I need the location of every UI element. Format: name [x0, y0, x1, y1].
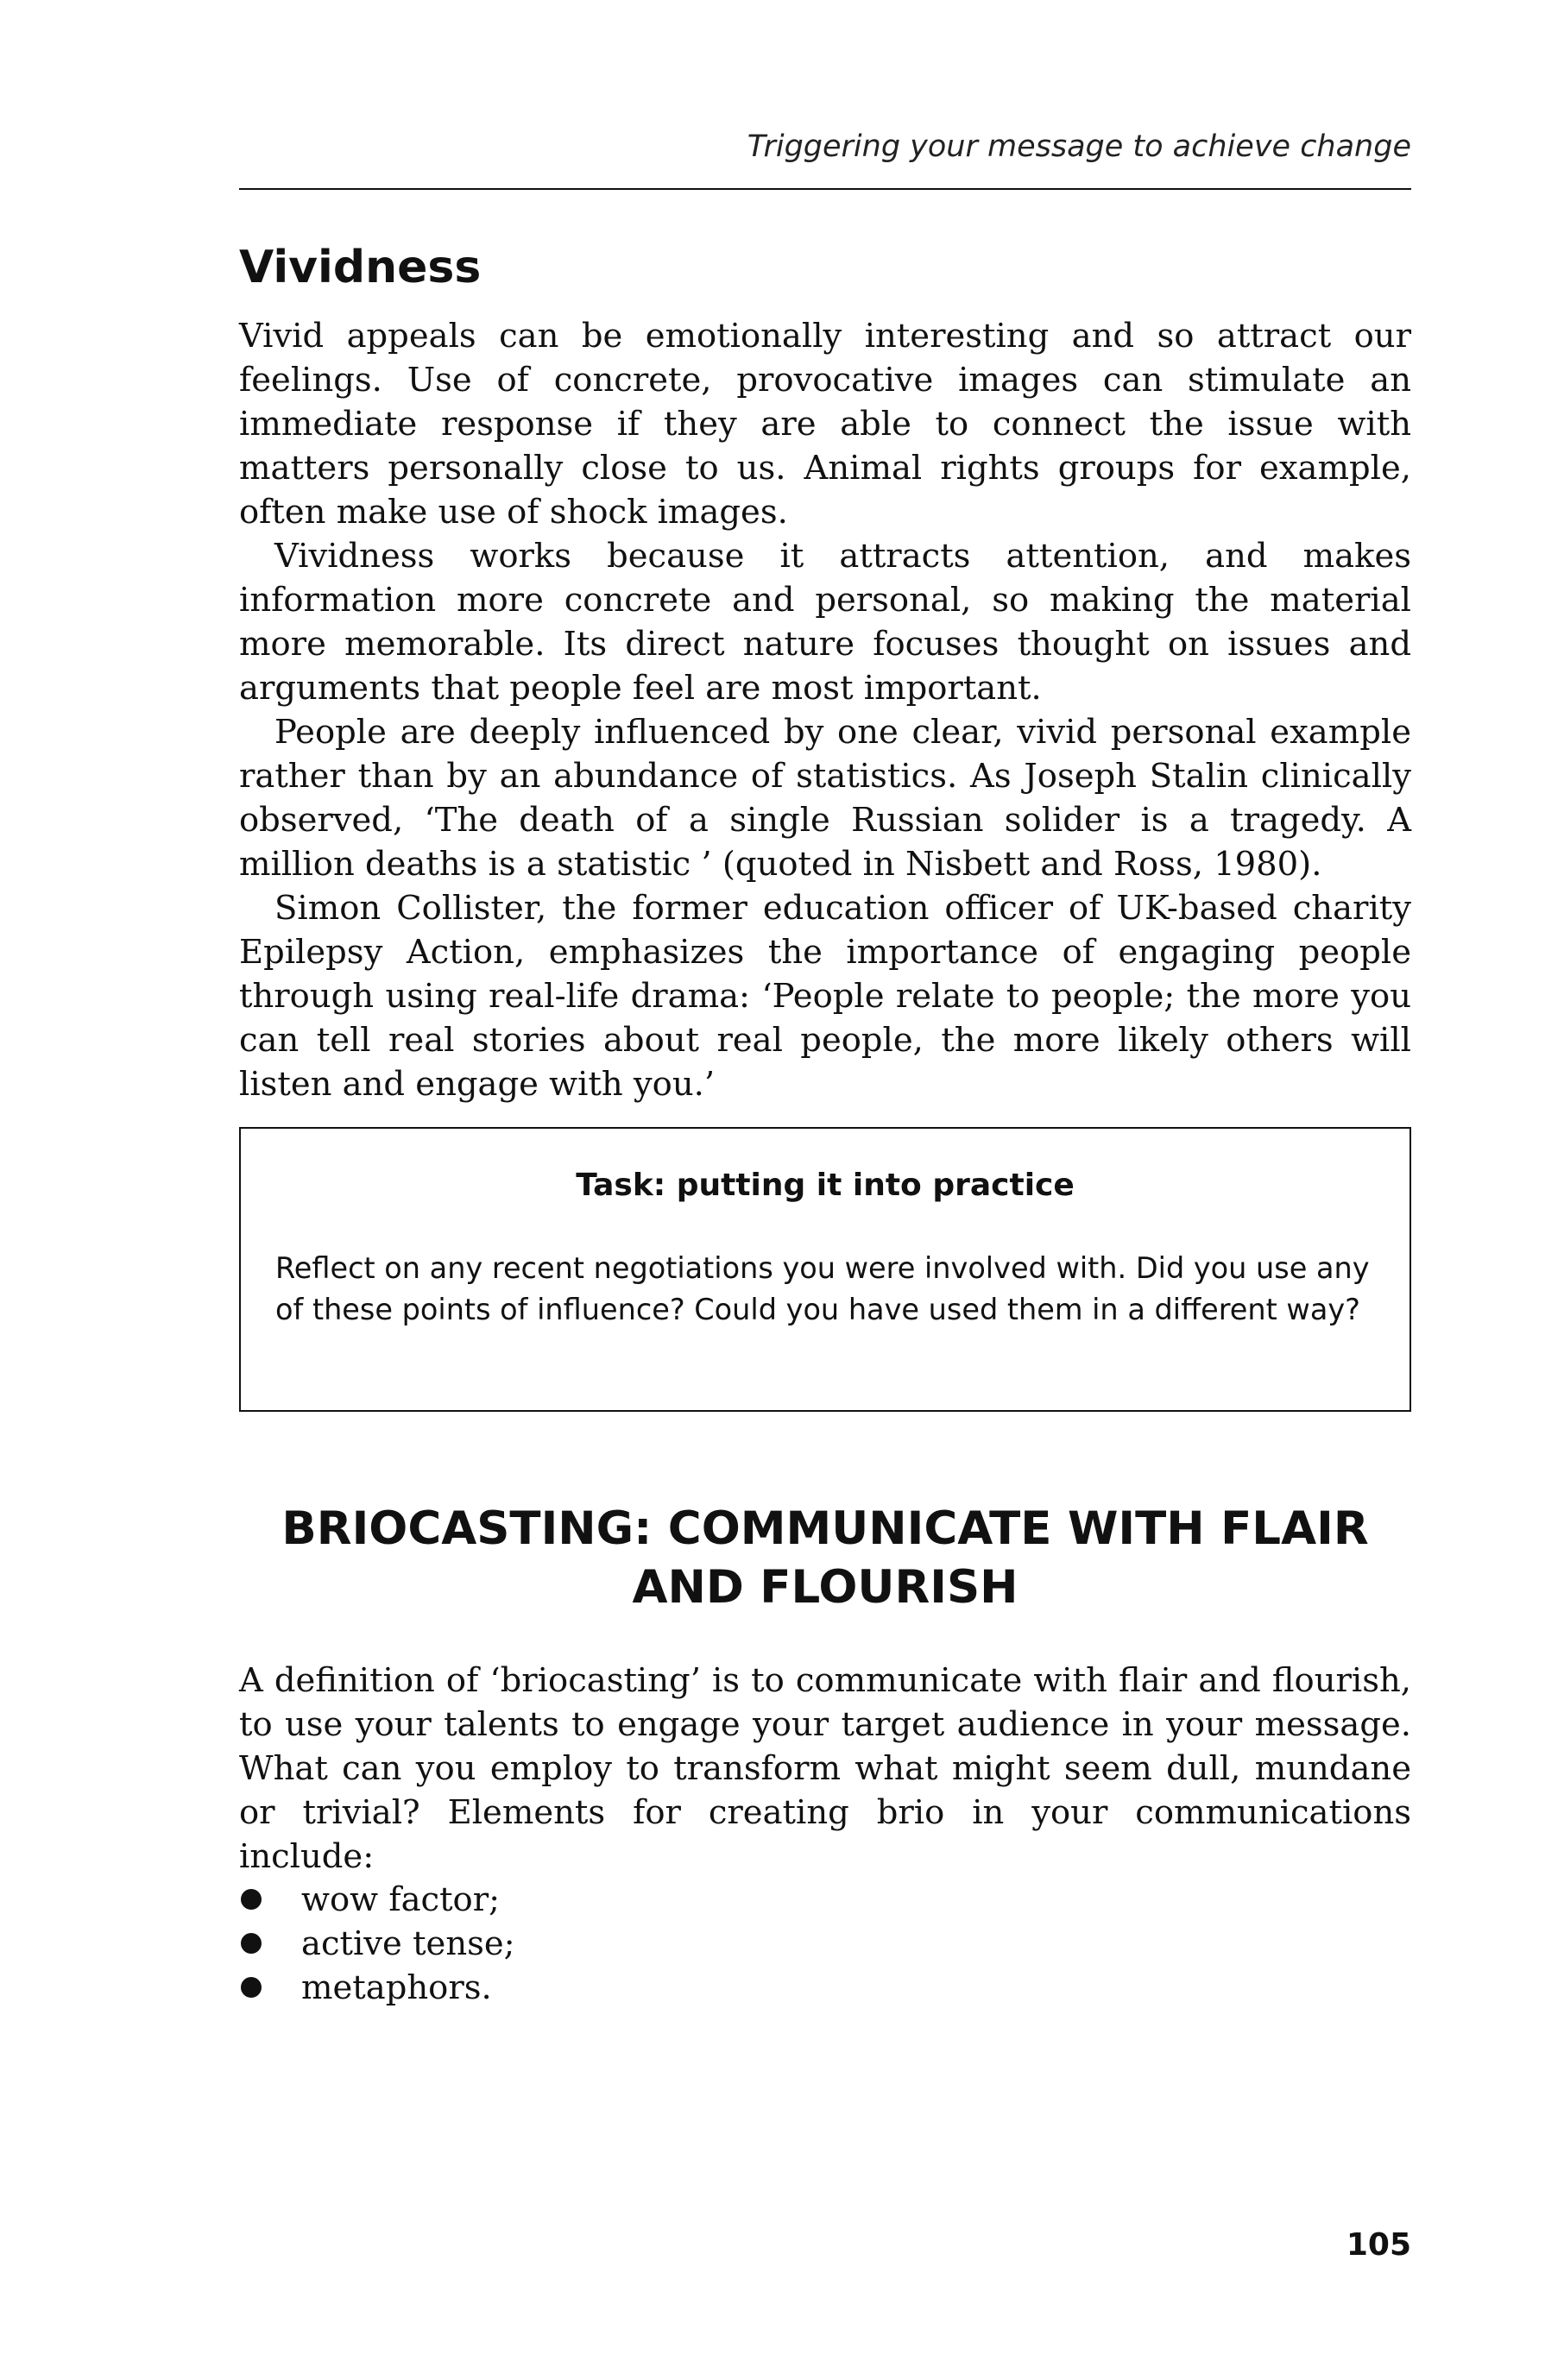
running-header: Triggering your message to achieve change — [747, 129, 1411, 164]
task-box-title: Task: putting it into practice — [576, 1168, 1075, 1203]
paragraph: Vivid appeals can be emotionally interesting and so attract our feelings. Use of concrete, provocative images can stimulate an immediate response if they are able to connect the issue with matters personally close to us. Animal rights groups for example, often make use of shock images. — [239, 317, 1411, 532]
task-box-text: Reflect on any recent negotiations you were involved with. Did you use any of these points of influence? Could you have used them in a different way? — [275, 1251, 1370, 1326]
vividness-body — [239, 314, 1411, 1106]
section-heading-vividness: Vividness — [239, 242, 482, 293]
bullet-icon — [241, 1889, 262, 1910]
list-item-text: active tense; — [301, 1924, 515, 1963]
header-rule — [239, 188, 1411, 190]
paragraph: People are deeply influenced by one clear, vivid personal example rather than by an abundance of statistics. As Joseph Stalin clinically observed, ‘The death of a single Russian solider is a tragedy. A million deaths is a statistic ’ (quoted in Nisbett and Ross, 1980). — [239, 713, 1411, 884]
paragraph: A definition of ‘briocasting’ is to communicate with flair and flourish, to use your talents to engage your target audience in your message. What can you employ to transform what might seem dull, mundane or trivial? Elements for creating brio in your communications include: — [239, 1661, 1411, 1876]
list-item — [239, 1922, 1102, 1966]
bullet-icon — [241, 1977, 262, 1998]
paragraph: Vividness works because it attracts attention, and makes information more concrete and personal, so making the material more memorable. Its direct nature focuses thought on issues and arguments that people feel are most important. — [239, 537, 1411, 708]
paragraph: Simon Collister, the former education officer of UK-based charity Epilepsy Action, emphasizes the importance of engaging people through using real-life drama: ‘People relate to people; the more you can tell real stories about real people, the more likely others will listen and engage with you.’ — [239, 889, 1411, 1104]
list-item-text: metaphors. — [301, 1968, 492, 2007]
list-item — [239, 1878, 1102, 1922]
task-box — [239, 1127, 1411, 1412]
page-number: 105 — [1346, 2227, 1411, 2263]
bullet-list — [239, 1878, 1102, 2010]
list-item-text: wow factor; — [301, 1880, 501, 1919]
bullet-icon — [241, 1933, 262, 1954]
section-heading-briocasting: BRIOCASTING: COMMUNICATE WITH FLAIR AND FLOURISH — [281, 1502, 1369, 1614]
briocasting-body — [239, 1659, 1411, 1879]
list-item — [239, 1966, 1102, 2010]
